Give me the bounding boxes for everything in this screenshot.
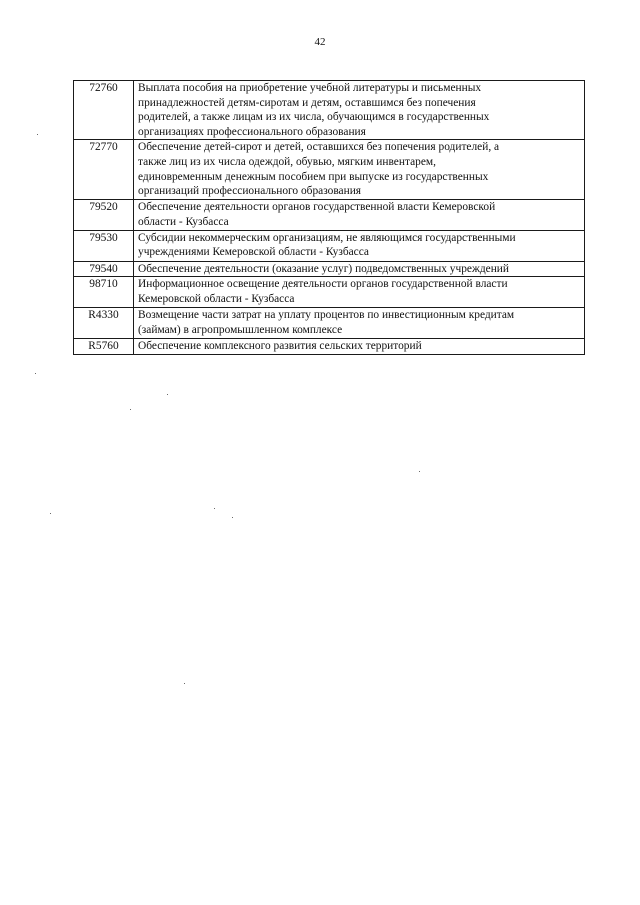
description-line: также лиц из их числа одеждой, обувью, мягким инвентарем, <box>138 155 436 168</box>
description-cell <box>134 140 585 200</box>
scan-speck <box>37 134 38 135</box>
table-row <box>74 308 585 339</box>
scan-speck <box>167 394 168 395</box>
table-row <box>74 200 585 230</box>
description-line: организациях профессионального образования <box>138 125 366 138</box>
table-row <box>74 261 585 277</box>
code-cell: 79540 <box>74 261 134 277</box>
budget-code-table <box>73 80 585 355</box>
table-row <box>74 140 585 200</box>
code-cell: 98710 <box>74 277 134 308</box>
table-row <box>74 339 585 355</box>
description-line: (займам) в агропромышленном комплексе <box>138 323 343 336</box>
description-line: области - Кузбасса <box>138 215 229 228</box>
description-cell <box>134 261 585 277</box>
description-line: Субсидии некоммерческим организациям, не являющимся государственными <box>138 231 516 244</box>
code-cell: 72770 <box>74 140 134 200</box>
scan-speck <box>35 373 36 374</box>
scan-speck <box>419 471 420 472</box>
description-cell <box>134 200 585 230</box>
description-line: Возмещение части затрат на уплату процентов по инвестиционным кредитам <box>138 309 515 322</box>
description-line: учреждениями Кемеровской области - Кузбасса <box>138 246 369 259</box>
table-row <box>74 230 585 261</box>
code-cell: 79530 <box>74 230 134 261</box>
description-line: единовременным денежным пособием при выпуске из государственных <box>138 170 489 183</box>
scan-speck <box>214 508 215 509</box>
code-cell: 72760 <box>74 81 134 140</box>
description-line: принадлежностей детям-сиротам и детям, оставшимся без попечения <box>138 96 476 109</box>
table-row <box>74 81 585 140</box>
description-line: Кемеровской области - Кузбасса <box>138 292 295 305</box>
description-cell <box>134 81 585 140</box>
description-line: организаций профессионального образования <box>138 185 362 198</box>
table-row <box>74 277 585 308</box>
description-cell <box>134 230 585 261</box>
description-line: Обеспечение деятельности органов государственной власти Кемеровской <box>138 201 496 214</box>
description-line: Обеспечение детей-сирот и детей, оставшихся без попечения родителей, а <box>138 141 500 154</box>
description-line: Информационное освещение деятельности органов государственной власти <box>138 278 508 291</box>
description-line: Обеспечение деятельности (оказание услуг) подведомственных учреждений <box>138 262 509 275</box>
scan-speck <box>50 513 51 514</box>
scan-speck <box>232 517 233 518</box>
page-number: 42 <box>314 36 326 48</box>
scan-speck <box>184 683 185 684</box>
description-cell <box>134 277 585 308</box>
description-line: Выплата пособия на приобретение учебной литературы и письменных <box>138 82 482 94</box>
code-cell: R5760 <box>74 339 134 355</box>
description-line: родителей, а также лицам из их числа, обучающимся в государственных <box>138 111 490 124</box>
code-cell: 79520 <box>74 200 134 230</box>
description-line: Обеспечение комплексного развития сельских территорий <box>138 340 422 353</box>
scan-speck <box>130 409 131 410</box>
code-cell: R4330 <box>74 308 134 339</box>
description-cell <box>134 308 585 339</box>
description-cell <box>134 339 585 355</box>
